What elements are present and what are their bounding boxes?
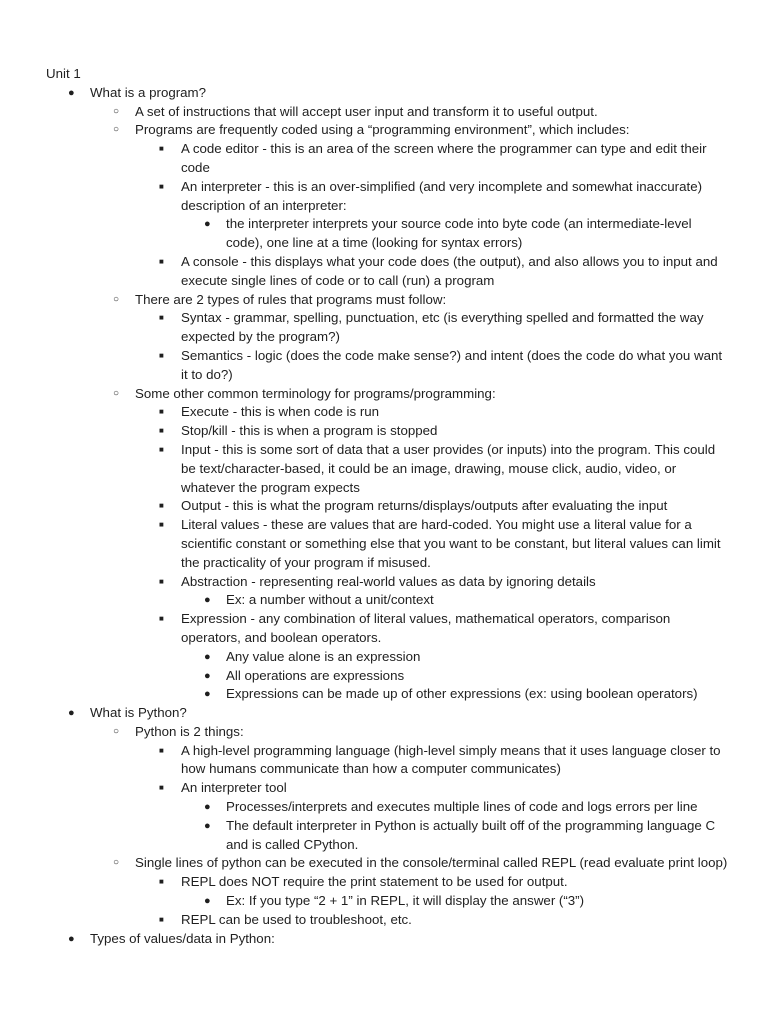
list-item-text: Any value alone is an expression — [226, 648, 421, 664]
circle-bullet-icon: ○ — [113, 105, 120, 117]
list-item-text: Literal values - these are values that are hard-coded. You might use a literal value for a scientific constant or something else that you want to be constant, but literal values can limit the practicality of your program if misused. — [181, 517, 721, 570]
square-bullet-icon: ■ — [159, 914, 164, 924]
list-item-text: What is Python? — [90, 705, 187, 721]
list-item — [0, 497, 768, 516]
list-item — [0, 422, 768, 441]
square-bullet-icon: ■ — [159, 614, 164, 624]
list-item — [0, 798, 768, 817]
list-item — [0, 121, 768, 140]
disc-bullet-icon: ● — [204, 218, 211, 231]
list-item-text: Execute - this is when code is run — [181, 404, 380, 420]
square-bullet-icon: ■ — [159, 783, 164, 793]
list-item-text: Expressions can be made up of other expressions (ex: using boolean operators) — [226, 686, 698, 702]
list-item-text: Abstraction - representing real-world values as data by ignoring details — [181, 573, 596, 589]
document-body — [0, 65, 768, 948]
list-item-text: An interpreter tool — [181, 780, 287, 796]
list-item — [0, 667, 768, 686]
list-item — [0, 742, 768, 780]
square-bullet-icon: ■ — [159, 745, 164, 755]
list-item-text: Programs are frequently coded using a “programming environment”, which includes: — [135, 122, 630, 138]
list-item-text: An interpreter - this is an over-simplified (and very incomplete and somewhat inaccurate) description of an interpreter: — [181, 178, 703, 213]
disc-bullet-icon: ● — [204, 688, 211, 701]
square-bullet-icon: ■ — [159, 576, 164, 586]
list-item-text: The default interpreter in Python is actually built off of the programming language C and is called CPython. — [226, 817, 716, 852]
list-item-text: Expression - any combination of literal values, mathematical operators, comparison operators, and boolean operators. — [181, 611, 671, 645]
list-item — [0, 215, 768, 253]
list-item — [0, 516, 768, 572]
list-item — [0, 704, 768, 723]
list-item-text: Single lines of python can be executed in the console/terminal called REPL (read evaluate print loop) — [135, 855, 728, 871]
list-item-text: Ex: If you type “2 + 1” in REPL, it will display the answer (“3”) — [226, 893, 585, 909]
list-item — [0, 930, 768, 949]
list-item-text: REPL can be used to troubleshoot, etc. — [181, 911, 412, 927]
square-bullet-icon: ■ — [159, 350, 164, 360]
list-item-text: REPL does NOT require the print statement to be used for output. — [181, 874, 568, 890]
disc-bullet-icon: ● — [204, 819, 211, 832]
list-item — [0, 779, 768, 798]
disc-bullet-icon: ● — [204, 801, 211, 814]
circle-bullet-icon: ○ — [113, 124, 120, 136]
list-item-text: All operations are expressions — [226, 667, 405, 683]
circle-bullet-icon: ○ — [113, 387, 120, 399]
list-item — [0, 385, 768, 404]
list-item-text: Semantics - logic (does the code make sense?) and intent (does the code do what you want it to do?) — [181, 347, 723, 382]
list-item-text: Syntax - grammar, spelling, punctuation, etc (is everything spelled and formatted the way expected by the program?) — [181, 310, 704, 345]
square-bullet-icon: ■ — [159, 144, 164, 154]
list-item-text: Python is 2 things: — [135, 723, 244, 739]
list-item — [0, 573, 768, 592]
list-item — [0, 84, 768, 103]
list-item — [0, 403, 768, 422]
list-item — [0, 347, 768, 385]
list-item-text: Some other common terminology for programs/programming: — [135, 385, 496, 401]
circle-bullet-icon: ○ — [113, 725, 120, 737]
list-item-text: A console - this displays what your code does (the output), and also allows you to input and execute single lines of code or to call (run) a program — [181, 253, 718, 288]
unit-heading — [0, 65, 768, 84]
square-bullet-icon: ■ — [159, 444, 164, 454]
list-item — [0, 441, 768, 497]
circle-bullet-icon: ○ — [113, 293, 120, 305]
list-item-text: There are 2 types of rules that programs must follow: — [135, 291, 447, 307]
list-item-text: Ex: a number without a unit/context — [226, 592, 434, 608]
square-bullet-icon: ■ — [159, 501, 164, 511]
list-item — [0, 140, 768, 178]
disc-bullet-icon: ● — [68, 707, 75, 720]
disc-bullet-icon: ● — [68, 932, 75, 945]
list-item — [0, 685, 768, 704]
square-bullet-icon: ■ — [159, 256, 164, 266]
square-bullet-icon: ■ — [159, 426, 164, 436]
square-bullet-icon: ■ — [159, 181, 164, 191]
disc-bullet-icon: ● — [204, 650, 211, 663]
list-item — [0, 911, 768, 930]
square-bullet-icon: ■ — [159, 520, 164, 530]
list-item-text: Processes/interprets and executes multiple lines of code and logs errors per line — [226, 799, 698, 815]
disc-bullet-icon: ● — [204, 895, 211, 908]
square-bullet-icon: ■ — [159, 877, 164, 887]
list-item-text: A set of instructions that will accept user input and transform it to useful output. — [135, 103, 598, 119]
list-item — [0, 178, 768, 216]
list-item-text: Stop/kill - this is when a program is stopped — [181, 423, 438, 439]
outline-list — [0, 84, 768, 949]
list-item-text: the interpreter interprets your source code into byte code (an intermediate-level code), one line at a time (looking for syntax errors) — [226, 216, 692, 251]
list-item — [0, 291, 768, 310]
list-item — [0, 253, 768, 291]
list-item-text: What is a program? — [90, 84, 207, 100]
list-item — [0, 817, 768, 855]
list-item — [0, 892, 768, 911]
disc-bullet-icon: ● — [68, 86, 75, 99]
list-item — [0, 854, 768, 873]
list-item — [0, 309, 768, 347]
square-bullet-icon: ■ — [159, 407, 164, 417]
list-item — [0, 873, 768, 892]
square-bullet-icon: ■ — [159, 313, 164, 323]
list-item — [0, 103, 768, 122]
list-item — [0, 723, 768, 742]
list-item-text: Input - this is some sort of data that a user provides (or inputs) into the program. This could be text/character-based, it could be an image, drawing, mouse click, audio, video, or whatever the program expects — [181, 441, 716, 495]
unit-heading-text: Unit 1 — [46, 66, 81, 81]
list-item — [0, 610, 768, 648]
list-item-text: A high-level programming language (high-level simply means that it uses language closer to how humans communicate than how a computer communicates) — [181, 742, 721, 777]
circle-bullet-icon: ○ — [113, 857, 120, 869]
list-item — [0, 591, 768, 610]
list-item-text: Types of values/data in Python: — [90, 930, 275, 946]
list-item-text: A code editor - this is an area of the screen where the programmer can type and edit their code — [181, 141, 707, 175]
list-item — [0, 648, 768, 667]
disc-bullet-icon: ● — [204, 669, 211, 682]
disc-bullet-icon: ● — [204, 594, 211, 607]
list-item-text: Output - this is what the program returns/displays/outputs after evaluating the input — [181, 498, 668, 514]
